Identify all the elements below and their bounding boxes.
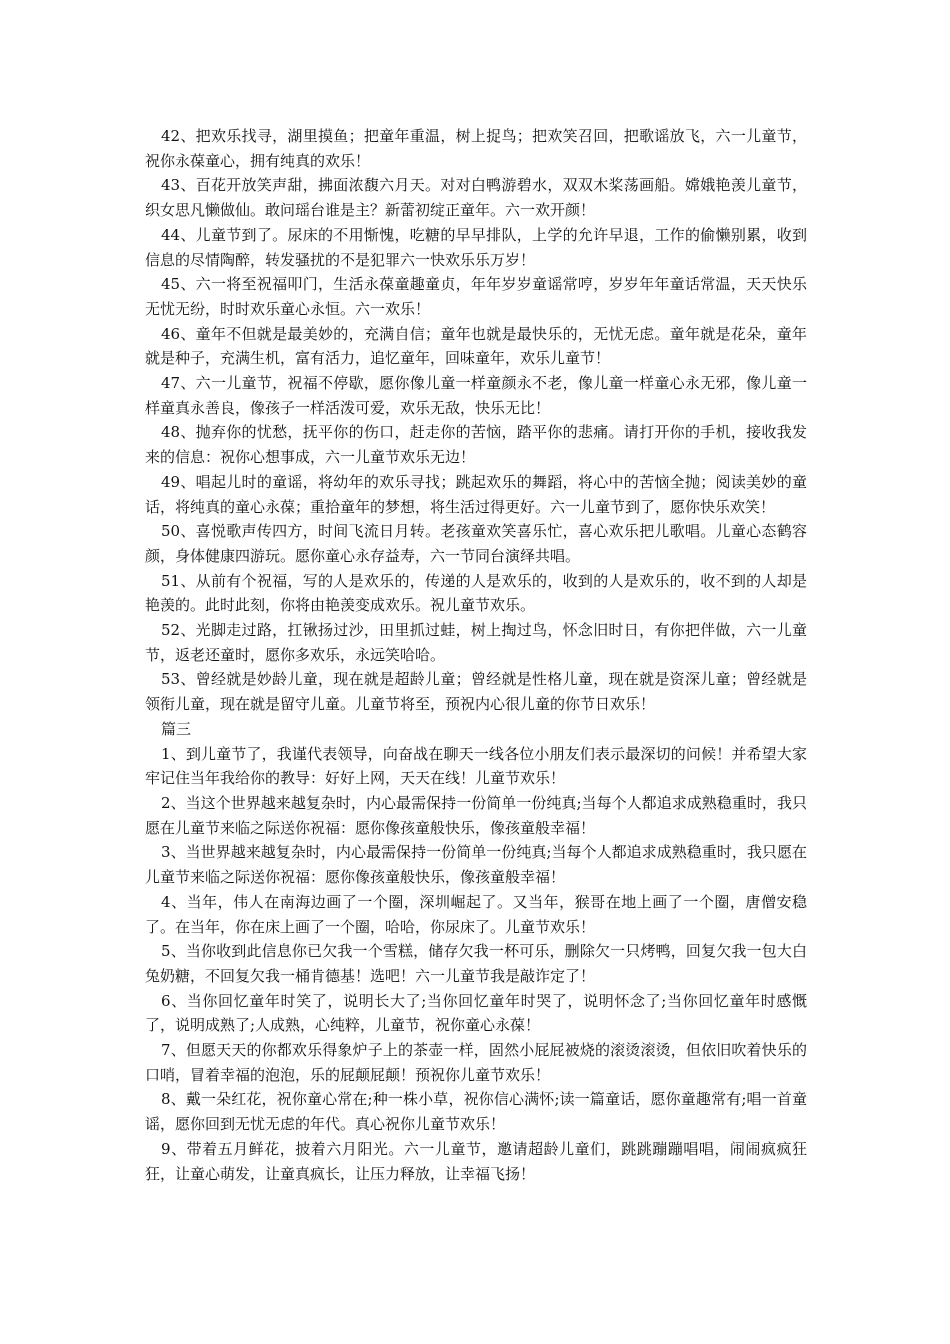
paragraph-7: 7、但愿天天的你都欢乐得象炉子上的茶壶一样，固然小屁屁被烧的滚烫滚烫，但依旧吹着快乐的口哨，冒着幸福的泡泡，乐的屁颠屁颠！预祝你儿童节欢乐！ xyxy=(145,1041,807,1084)
paragraph-8: 8、戴一朵红花，祝你童心常在;种一株小草，祝你信心满怀;读一篇童话，愿你童趣常有;唱一首童谣，愿你回到无忧无虑的年代。真心祝你儿童节欢乐！ xyxy=(145,1090,807,1134)
paragraph-43: 43、百花开放笑声甜，拂面浓馥六月天。对对白鸭游碧水，双双木桨荡画船。嫦娥艳羡儿童节，织女思凡懒做仙。敢问瑶台谁是主？新蕾初绽正童年。六一欢开颜！ xyxy=(145,176,807,220)
paragraph-53: 53、曾经就是妙龄儿童，现在就是超龄儿童；曾经就是性格儿童，现在就是资深儿童；曾经就是领衔儿童，现在就是留守儿童。儿童节将至，预祝内心很儿童的你节日欢乐！ xyxy=(145,670,807,714)
paragraph-2: 2、当这个世界越来越复杂时，内心最需保持一份简单一份纯真;当每个人都追求成熟稳重时，我只愿在儿童节来临之际送你祝福：愿你像孩童般快乐，像孩童般幸福！ xyxy=(145,793,807,837)
paragraph-46: 46、童年不但就是最美妙的，充满自信；童年也就是最快乐的，无忧无虑。童年就是花朵，童年就是种子，充满生机，富有活力，追忆童年，回味童年，欢乐儿童节！ xyxy=(145,324,807,368)
paragraph-9: 9、带着五月鲜花，披着六月阳光。六一儿童节，邀请超龄儿童们，跳跳蹦蹦唱唱，闹闹疯疯狂狂，让童心萌发，让童真疯长，让压力释放，让幸福飞扬！ xyxy=(145,1139,807,1183)
paragraph-1: 1、到儿童节了，我谨代表领导，向奋战在聊天一线各位小朋友们表示最深切的问候！并希望大家牢记住当年我给你的教导：好好上网，天天在线！儿童节欢乐！ xyxy=(145,744,807,788)
document-body xyxy=(145,124,807,1186)
paragraph-50: 50、喜悦歌声传四方，时间飞流日月转。老孩童欢笑喜乐忙，喜心欢乐把儿歌唱。儿童心态鹤容颜，身体健康四游玩。愿你童心永存益寿，六一节同台演绎共唱。 xyxy=(145,522,807,565)
paragraph-49: 49、唱起儿时的童谣，将幼年的欢乐寻找；跳起欢乐的舞蹈，将心中的苦恼全抛；阅读美妙的童话，将纯真的童心永葆；重拾童年的梦想，将生活过得更好。六一儿童节到了，愿你快乐欢笑！ xyxy=(145,472,807,516)
paragraph-5: 5、当你收到此信息你已欠我一个雪糕，储存欠我一杯可乐，删除欠一只烤鸭，回复欠我一包大白兔奶糖，不回复欠我一桶肯德基！选吧！六一儿童节我是敲诈定了！ xyxy=(145,942,807,985)
paragraph-44: 44、儿童节到了。尿床的不用惭愧，吃糖的早早排队，上学的允许早退，工作的偷懒别累，收到信息的尽情陶醉，转发骚扰的不是犯罪六一快欢乐乐万岁！ xyxy=(145,225,807,269)
paragraph-45: 45、六一将至祝福叩门，生活永葆童趣童贞，年年岁岁童谣常哼，岁岁年年童话常温，天天快乐无忧无纷，时时欢乐童心永恒。六一欢乐！ xyxy=(145,275,807,318)
paragraph-51: 51、从前有个祝福，写的人是欢乐的，传递的人是欢乐的，收到的人是欢乐的，收不到的人却是艳羡的。此时此刻，你将由艳羡变成欢乐。祝儿童节欢乐。 xyxy=(145,571,807,615)
paragraph-48: 48、抛弃你的忧愁，抚平你的伤口，赶走你的苦恼，踏平你的悲痛。请打开你的手机，接收我发来的信息：祝你心想事成，六一儿童节欢乐无边！ xyxy=(145,423,807,467)
paragraph-4: 4、当年，伟人在南海边画了一个圈，深圳崛起了。又当年，猴哥在地上画了一个圈，唐僧安稳了。在当年，你在床上画了一个圈，哈哈，你尿床了。儿童节欢乐！ xyxy=(145,892,807,936)
paragraph-3: 3、当世界越来越复杂时，内心最需保持一份简单一份纯真;当每个人都追求成熟稳重时，我只愿在儿童节来临之际送你祝福：愿你像孩童般快乐，像孩童般幸福！ xyxy=(145,843,807,887)
paragraph-47: 47、六一儿童节，祝福不停歇，愿你像儿童一样童颜永不老，像儿童一样童心永无邪，像儿童一样童真永善良，像孩子一样活泼可爱，欢乐无敌，快乐无比！ xyxy=(145,374,807,417)
paragraph-6: 6、当你回忆童年时笑了，说明长大了;当你回忆童年时哭了，说明怀念了;当你回忆童年时感慨了，说明成熟了;人成熟，心纯粹，儿童节，祝你童心永葆！ xyxy=(145,991,807,1035)
section-title: 篇三 xyxy=(161,719,192,738)
paragraph-42: 42、把欢乐找寻，湖里摸鱼；把童年重温，树上捉鸟；把欢笑召回，把歌谣放飞，六一儿童节，祝你永葆童心，拥有纯真的欢乐！ xyxy=(145,127,807,170)
paragraph-52: 52、光脚走过路，扛锹扬过沙，田里抓过蛙，树上掏过鸟，怀念旧时日，有你把伴做，六一儿童节，返老还童时，愿你多欢乐，永远笑哈哈。 xyxy=(145,621,807,664)
